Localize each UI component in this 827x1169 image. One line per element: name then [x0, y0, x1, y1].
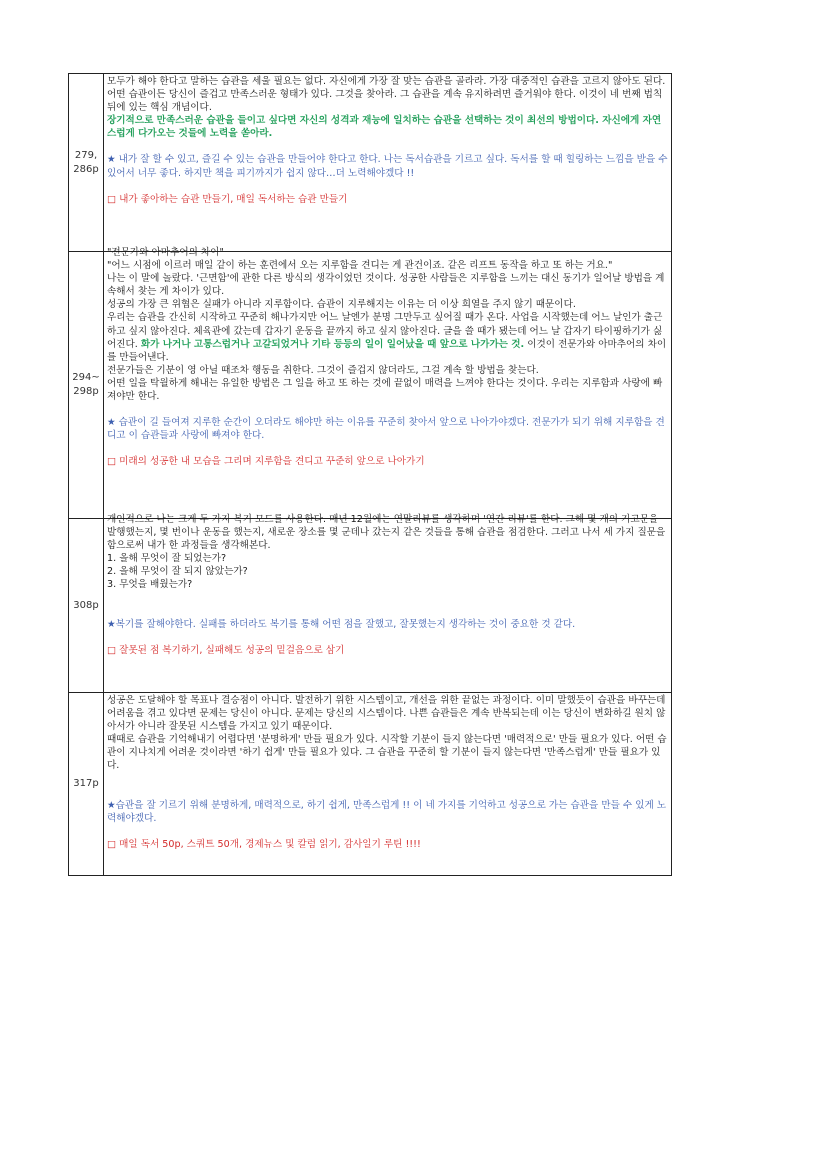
quote-paragraph: 때때로 습관을 기억해내기 어렵다면 '분명하게' 만들 필요가 있다. 시작할 기분이 들지 않는다면 '매력적으로' 만들 필요가 있다. 어떤 습관이 지나치게 어려운 것이라면 '하기 쉽게' 만들 필요가 있다. 그 습관을 꾸준히 할 기분이 들지 않는다면 '만족스럽게' 만들 필요가 있다. — [107, 734, 667, 772]
page-ref-cell — [69, 74, 104, 252]
quote-paragraph: "어느 시점에 이르러 매일 같이 하는 훈련에서 오는 지루함을 견디는 게 관건이죠. 같은 리프트 동작을 하고 또 하는 거요." — [107, 260, 613, 272]
highlighted-quote: 장기적으로 만족스러운 습관을 들이고 싶다면 자신의 성격과 재능에 일치하는 습관을 선택하는 것이 최선의 방법이다. 자신에게 자연스럽게 다가오는 것들에 노력을 쏟아라. — [107, 115, 662, 140]
quote-paragraph: 모두가 해야 한다고 말하는 습관을 세울 필요는 없다. 자신에게 가장 잘 맞는 습관을 골라라. 가장 대중적인 습관을 고르지 않아도 된다. — [107, 76, 666, 87]
reading-notes-table — [68, 73, 672, 876]
page-ref: 279, 286p — [73, 149, 99, 175]
highlighted-quote: 화가 나거나 고통스럽거나 고갈되었거나 기타 등등의 일이 일어났을 때 앞으로 나가가는 것. — [140, 338, 525, 350]
quote-paragraph: 성공의 가장 큰 위협은 실패가 아니라 지루함이다. 습관이 지루해지는 이유는 더 이상 희열을 주지 않기 때문이다. — [107, 299, 576, 311]
table-row — [69, 74, 672, 252]
action-item: □ 내가 좋아하는 습관 만들기, 매일 독서하는 습관 만들기 — [107, 193, 348, 205]
reflection-note: ★ 내가 잘 할 수 있고, 즐길 수 있는 습관을 만들어야 한다고 한다. 나는 독서습관을 기르고 싶다. 독서를 할 때 힐링하는 느낌을 받을 수 있어서 너무 좋다. 하지만 책을 피기까지가 쉽지 않다…더 노력해야겠다 !! — [107, 154, 668, 179]
page-ref-cell — [69, 519, 104, 693]
question-item: 2. 올해 무엇이 잘 되지 않았는가? — [107, 566, 248, 578]
page-ref: 317p — [73, 778, 99, 789]
note-cell — [104, 74, 672, 252]
question-item: 1. 올해 무엇이 잘 되었는가? — [107, 553, 227, 565]
note-cell — [104, 514, 672, 693]
quote-paragraph: 어떤 일을 탁월하게 해내는 유일한 방법은 그 일을 하고 또 하는 것에 끝없이 매력을 느껴야 한다는 것이다. 우리는 지루함과 사랑에 빠져야만 한다. — [107, 377, 663, 403]
quote-paragraph: 어떤 습관이든 당신이 즐겁고 만족스러운 형태가 있다. 그것을 찾아라. 그 습관을 계속 유지하려면 즐거워야 한다. 이것이 네 번째 법칙 뒤에 있는 핵심 개념이다. — [107, 89, 663, 114]
action-item: □ 잘못된 점 복기하기, 실패해도 성공의 밑걸음으로 삼기 — [107, 644, 345, 656]
notes-table-container — [68, 73, 672, 876]
quote-paragraph: 전문가들은 기분이 영 아닐 때조차 행동을 취한다. 그것이 즐겁지 않더라도, 그걸 계속 할 방법을 찾는다. — [107, 364, 539, 376]
table-row — [69, 519, 672, 693]
page-ref: 308p — [73, 599, 99, 611]
reflection-note: ★복기를 잘해야한다. 실패를 하더라도 복기를 통해 어떤 점을 잘했고, 잘못했는지 생각하는 것이 중요한 것 같다. — [107, 618, 576, 630]
section-heading: "전문가와 아마추어의 차이" — [107, 247, 224, 258]
question-item: 3. 무엇을 배웠는가? — [107, 579, 193, 591]
note-cell — [104, 693, 672, 876]
quote-paragraph: 우리는 습관을 간신히 시작하고 꾸준히 해나가지만 어느 날엔가 분명 그만두고 싶어질 때가 온다. 사업을 시작했는데 어느 날인가 출근하고 싶지 않아진다. 체육관에 갔는데 갑자기 운동을 끝까지 하고 싶지 않아진다. 글을 쓸 때가 됐는데 어느 날 갑자기 타이핑하기가 싫어진다. 화가 나거나 고통스럽거나 고갈되었거나 기타 등등의 일이 일어났을 때 앞으로 나가가는 것. 이것이 전문가와 아마추어의 차이를 만들어낸다. — [107, 312, 667, 363]
action-item: □ 매일 독서 50p, 스쿼트 50개, 경제뉴스 및 칼럼 읽기, 감사일기 루틴 !!!! — [107, 838, 421, 850]
page-ref-cell — [69, 252, 104, 519]
table-row — [69, 252, 672, 519]
quote-paragraph: 개인적으로 나는 크게 두 가지 복기 모드를 사용한다. 매년 12월에는 연말리뷰를 생각하며 '연간 리뷰'를 한다. 그해 몇 개의 기고문을 발행했는지, 몇 번이나 운동을 했는지, 새로운 장소를 몇 군데나 갔는지 같은 것들을 통해 습관을 점검한다. 그러고 나서 세 가지 질문을 함으로써 내가 한 과정들을 생각해본다. — [107, 514, 666, 552]
action-item: □ 미래의 성공한 내 모습을 그리며 지루함을 견디고 꾸준히 앞으로 나아가기 — [107, 456, 425, 468]
page-ref: 294~ 298p — [72, 372, 100, 397]
quote-paragraph: 성공은 도달해야 할 목표나 결승점이 아니다. 발전하기 위한 시스템이고, 개선을 위한 끝없는 과정이다. 이미 말했듯이 습관을 바꾸는데 어려움을 겪고 있다면 문제는 당신이 아니다. 문제는 당신의 시스템이다. 나쁜 습관들은 계속 반복되는데 이는 당신이 변화하길 원치 않아서가 아니라 잘못된 시스템을 가지고 있기 때문이다. — [107, 695, 666, 733]
quote-paragraph: 나는 이 말에 놀랐다. '근면함'에 관한 다른 방식의 생각이었던 것이다. 성공한 사람들은 지루함을 느끼는 대신 동기가 일어날 방법을 계속해서 찾는 게 차이가 있다. — [107, 273, 665, 298]
reflection-note: ★ 습관이 길 들여져 지루한 순간이 오더라도 해야만 하는 이유를 꾸준히 찾아서 앞으로 나아가야겠다. 전문가가 되기 위해 지루함을 견디고 이 습관들과 사랑에 빠져야 한다. — [107, 417, 665, 442]
reflection-note: ★습관을 잘 기르기 위해 분명하게, 매력적으로, 하기 쉽게, 만족스럽게 !! 이 네 가지를 기억하고 성공으로 가는 습관을 만들 수 있게 노력해야겠다. — [107, 799, 667, 824]
table-row — [69, 693, 672, 876]
page-ref-cell — [69, 693, 104, 876]
note-cell — [104, 247, 672, 519]
